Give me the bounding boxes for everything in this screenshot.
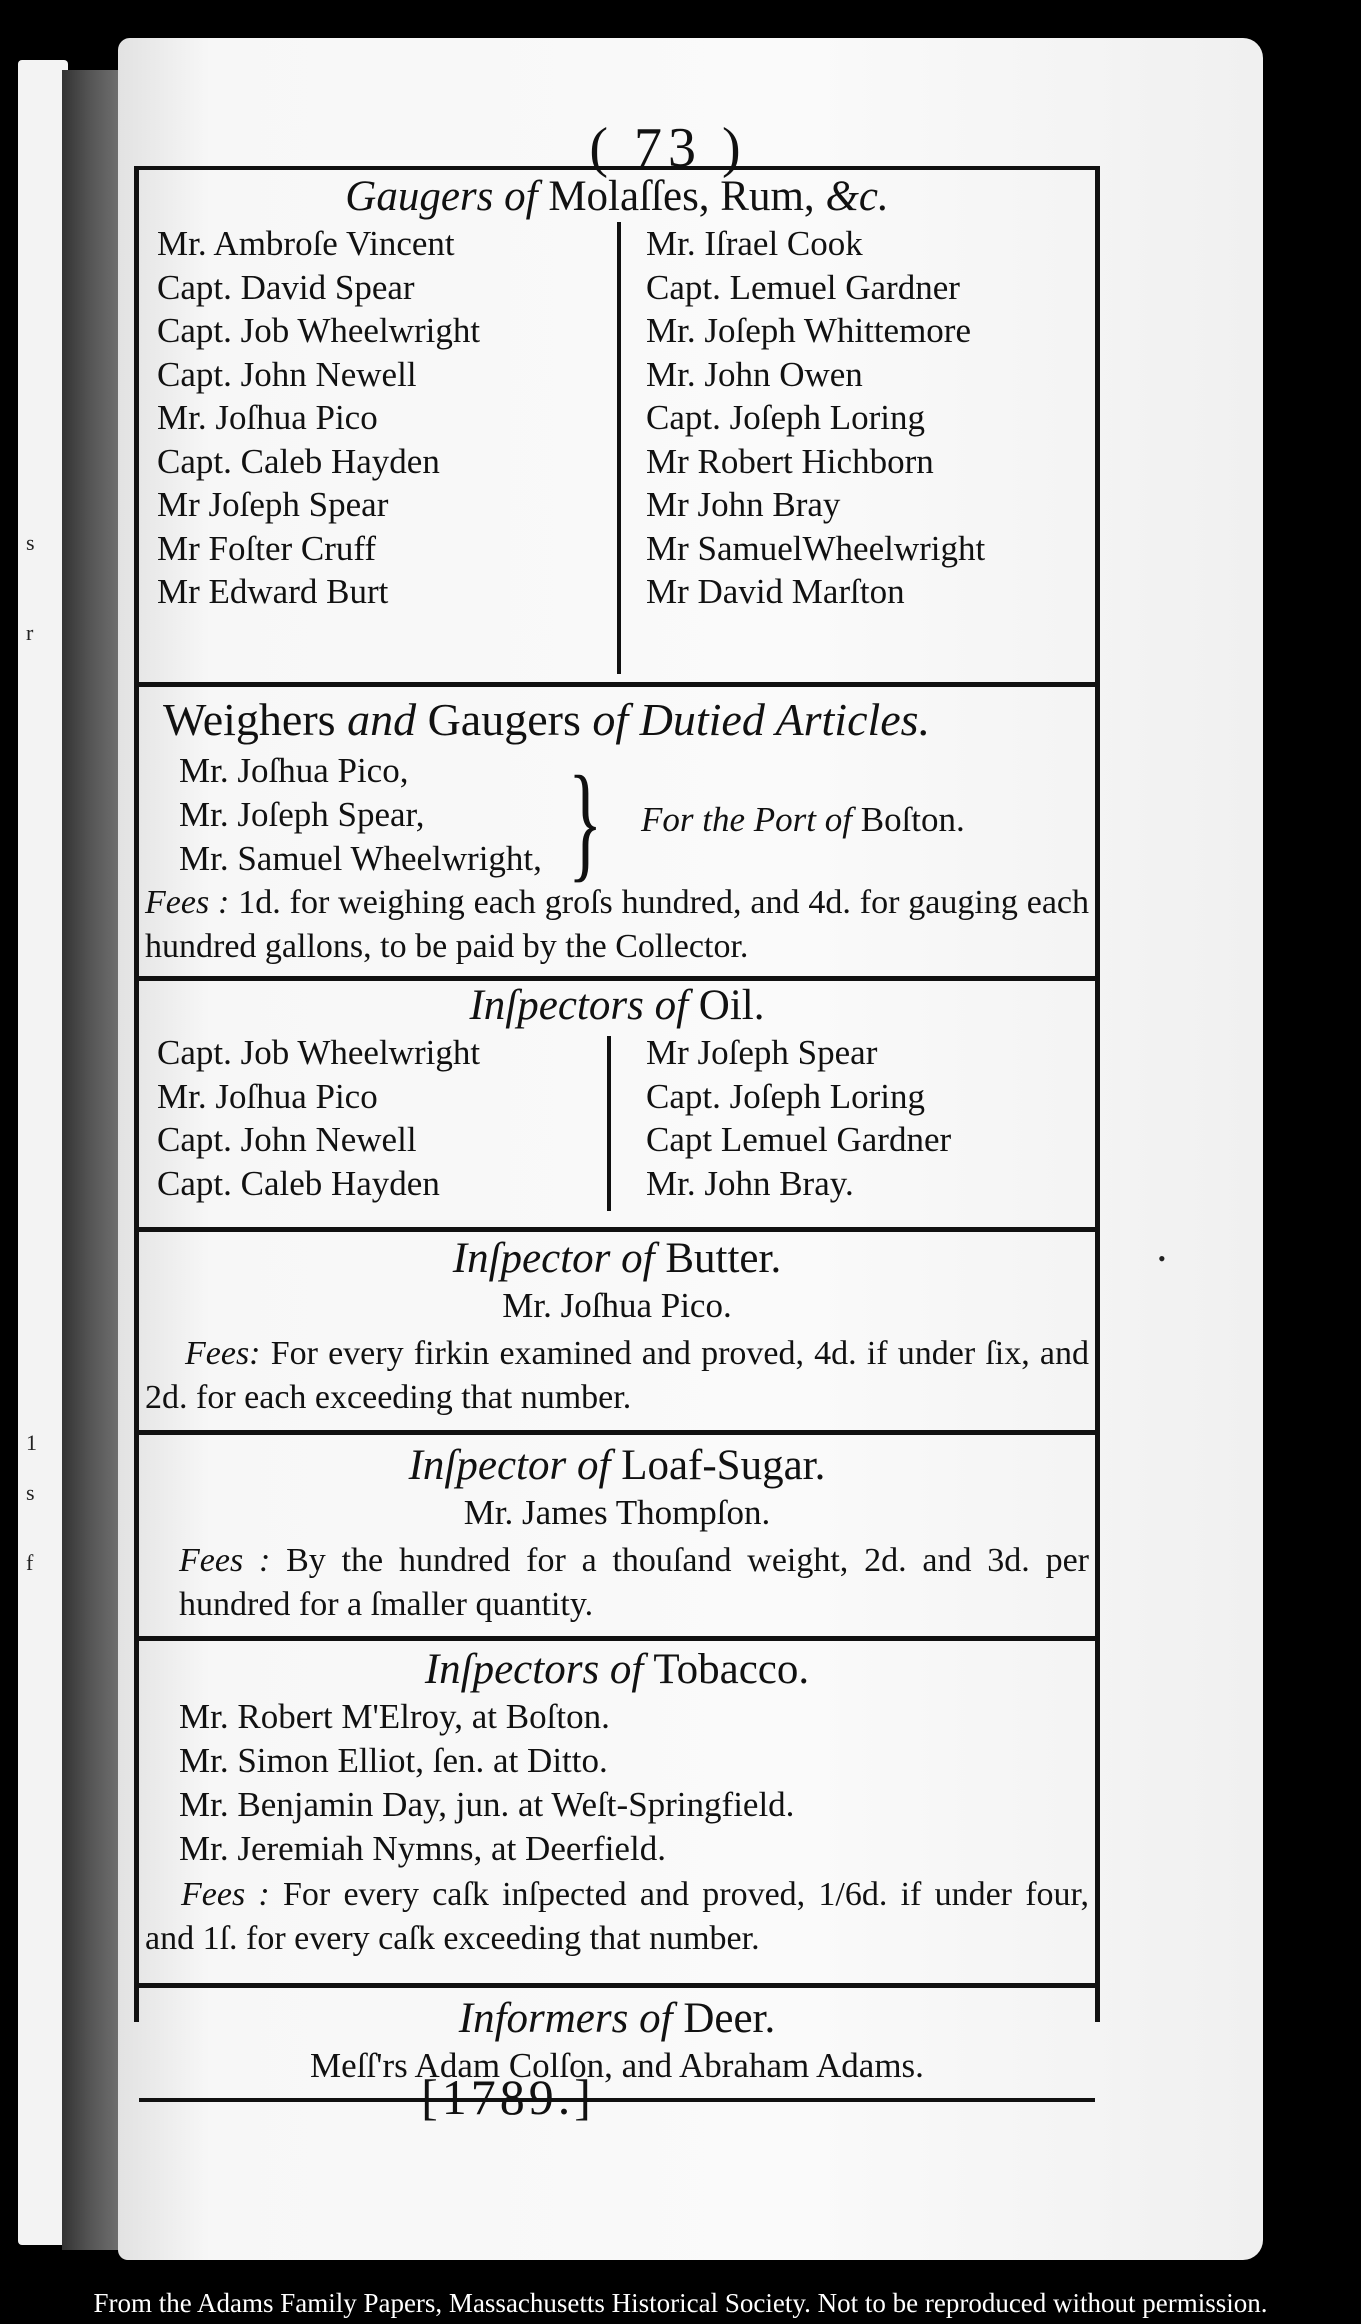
title-tail: &c. — [825, 173, 889, 220]
section-title — [139, 1234, 1095, 1284]
port-note — [641, 800, 965, 840]
fees-label: Fees : — [181, 1876, 270, 1913]
name-entry: Mr Edward Burt — [157, 572, 389, 611]
oil-columns — [139, 1031, 1095, 1205]
deer-informers: Meſſ'rs Adam Colſon, and Abraham Adams. — [310, 2046, 924, 2085]
edge-mark: r — [26, 620, 34, 645]
sugar-inspector: Mr. James Thompſon. — [463, 1493, 771, 1532]
port-roman: Boſton. — [860, 800, 965, 839]
weighers-fees — [139, 881, 1095, 969]
title-italic: and — [347, 694, 417, 745]
section-title — [139, 1994, 1095, 2044]
section-gaugers — [139, 170, 1095, 687]
gaugers-left-column — [139, 222, 606, 614]
fees-text: 1d. for weighing each groſs hundred, and 4d. for gauging each hundred gallons, to be paid by the Collector. — [145, 884, 1089, 965]
page-number: ( 73 ) — [589, 117, 747, 179]
name-entry: Capt. John Newell — [157, 354, 417, 394]
section-tobacco — [139, 1641, 1095, 1988]
title-roman: Tobacco. — [653, 1646, 810, 1693]
name-entry: Mr. Iſrael Cook — [646, 224, 863, 263]
name-entry: Mr. John Owen — [646, 354, 863, 394]
section-title — [139, 172, 1095, 222]
name-entry: Capt. David Spear — [157, 267, 415, 307]
fees-label: Fees : — [179, 1542, 271, 1579]
section-butter — [139, 1232, 1095, 1435]
title-roman: Loaf-Sugar. — [621, 1442, 826, 1489]
title-roman: Weighers — [163, 694, 336, 745]
tobacco-names — [139, 1695, 1095, 1871]
name-entry: Capt. Caleb Hayden — [157, 441, 440, 481]
title-roman: Oil. — [698, 982, 765, 1029]
section-title — [139, 1441, 1095, 1491]
title-roman: Deer. — [683, 1995, 776, 2042]
section-title — [139, 1645, 1095, 1695]
name-entry: Mr. Joſeph Spear, — [179, 795, 425, 834]
name-entry: Capt. Lemuel Gardner — [646, 267, 960, 307]
archive-credit: From the Adams Family Papers, Massachusetts Historical Society. Not to be reproduced without permission. — [93, 2288, 1268, 2318]
edge-mark: 1 — [26, 1430, 37, 1455]
name-entry: Mr. John Bray. — [646, 1163, 854, 1203]
section-weighers — [139, 687, 1095, 981]
fees-label: Fees: — [185, 1335, 261, 1372]
fees-text: By the hundred for a thouſand weight, 2d. and 3d. per hundred for a ſmaller quantity. — [179, 1542, 1090, 1623]
fees-text: For every caſk inſpected and proved, 1/6d. if under four, and 1ſ. for every caſk exceeding that number. — [145, 1876, 1090, 1957]
name-entry: Mr Robert Hichborn — [646, 441, 934, 481]
oil-right-column — [606, 1031, 1095, 1205]
name-entry: Mr. Joſeph Whittemore — [646, 311, 971, 350]
name-entry: Mr. Ambroſe Vincent — [157, 224, 455, 263]
left-page-edge — [18, 60, 68, 2245]
printed-frame — [134, 166, 1100, 2085]
port-italic: For the Port of — [641, 800, 852, 839]
edge-mark: s — [26, 1480, 35, 1505]
title-italic: Informers of — [458, 1995, 673, 2042]
title-italic: Inſpector of — [408, 1442, 611, 1489]
section-title — [139, 695, 1095, 745]
name-entry: Mr. Robert M'Elroy, at Boſton. — [179, 1697, 610, 1736]
name-entry: Capt. Caleb Hayden — [157, 1163, 440, 1203]
name-entry: Capt. Job Wheelwright — [157, 1033, 481, 1072]
name-entry: Mr. Joſhua Pico — [157, 398, 378, 437]
section-loaf-sugar — [139, 1435, 1095, 1641]
name-entry: Mr. Simon Elliot, ſen. at Ditto. — [179, 1741, 608, 1780]
section-oil — [139, 981, 1095, 1232]
name-entry: Mr. Benjamin Day, jun. at Weſt-Springfield. — [179, 1785, 795, 1824]
brace-icon: } — [568, 750, 603, 894]
name-entry: Mr David Marſton — [646, 572, 905, 611]
name-entry: Mr Joſeph Spear — [646, 1033, 878, 1072]
title-italic: Inſpectors of — [424, 1646, 644, 1693]
name-entry: Capt. Joſeph Loring — [646, 398, 925, 437]
butter-inspector: Mr. Joſhua Pico. — [502, 1286, 732, 1325]
edge-mark: s — [26, 530, 35, 555]
butter-fees — [139, 1328, 1095, 1420]
gaugers-columns — [139, 222, 1095, 614]
title-italic: Inſpectors of — [469, 982, 689, 1029]
section-title — [139, 981, 1095, 1031]
name-entry: Capt. John Newell — [157, 1120, 417, 1159]
title-roman: Gaugers — [427, 694, 581, 745]
oil-left-column — [139, 1031, 606, 1205]
name-entry: Mr. Joſhua Pico — [157, 1076, 378, 1116]
fees-text: For every firkin examined and proved, 4d. if under ſix, and 2d. for each exceeding that number. — [145, 1335, 1089, 1416]
name-entry: Mr. Joſhua Pico, — [179, 751, 409, 790]
name-entry: Mr. Samuel Wheelwright, — [179, 839, 542, 878]
fees-label: Fees : — [145, 884, 230, 921]
name-entry: Mr Joſeph Spear — [157, 485, 389, 524]
title-italic: of Dutied Articles. — [592, 694, 931, 745]
tobacco-fees — [139, 1871, 1095, 1961]
title-roman: Butter. — [665, 1235, 782, 1282]
ink-speck: • — [1158, 1246, 1166, 1271]
title-italic: Gaugers of — [345, 173, 538, 220]
name-entry: Mr Foſter Cruff — [157, 528, 377, 568]
title-italic: Inſpector of — [452, 1235, 655, 1282]
title-roman: Molaſſes, Rum, — [548, 173, 815, 220]
gaugers-right-column — [606, 222, 1095, 614]
name-entry: Capt. Job Wheelwright — [157, 311, 481, 350]
name-entry: Capt Lemuel Gardner — [646, 1120, 952, 1159]
sugar-fees — [139, 1535, 1095, 1627]
name-entry: Mr. Jeremiah Nymns, at Deerfield. — [179, 1829, 666, 1868]
book-page — [118, 38, 1263, 2260]
name-entry: Mr SamuelWheelwright — [646, 528, 986, 568]
name-entry: Mr John Bray — [646, 485, 841, 524]
name-entry: Capt. Joſeph Loring — [646, 1076, 925, 1116]
year-note: [1789.] — [421, 2069, 595, 2125]
edge-mark: f — [26, 1550, 34, 1575]
